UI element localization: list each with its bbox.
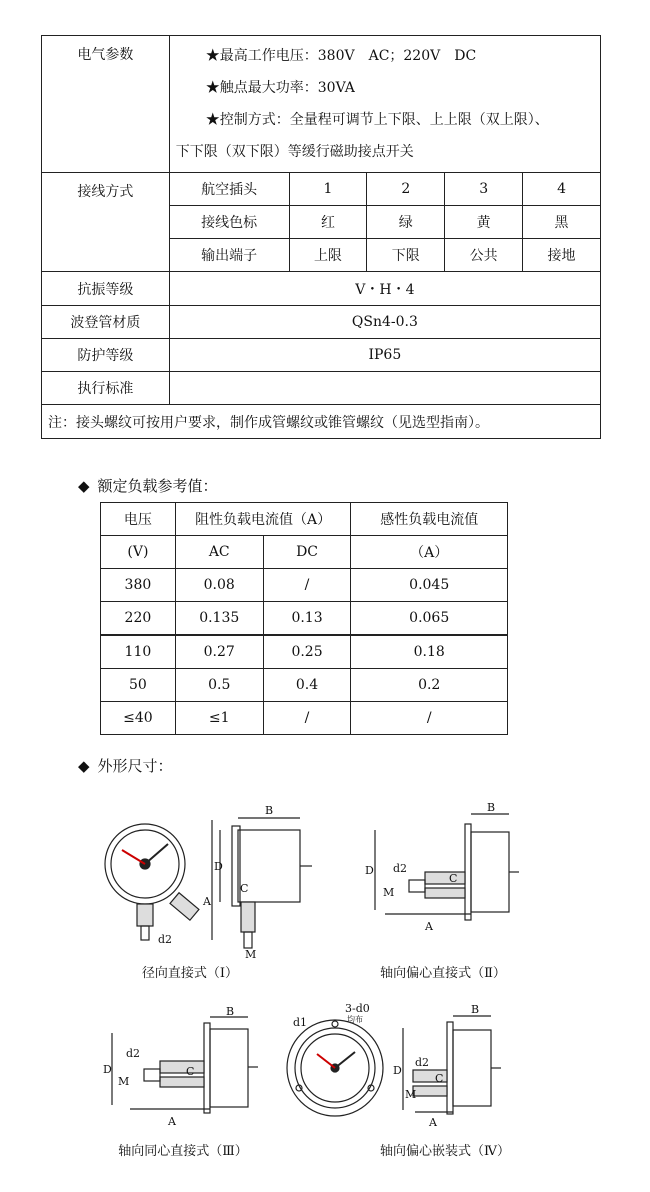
wiring-cell: 航空插头: [169, 173, 289, 206]
dim-label-c: C: [449, 872, 458, 885]
caption-axial-eccentric-direct: 轴向偏心直接式（Ⅱ）: [380, 966, 506, 981]
caption-axial-concentric-direct: 轴向同心直接式（Ⅲ）: [118, 1144, 248, 1159]
dim-label-c: C: [186, 1065, 195, 1078]
electrical-line-control-cont: 下下限（双下限）等缓行磁助接点开关: [175, 144, 414, 160]
dim-label-d: D: [393, 1064, 402, 1077]
load-cell: 0.2: [351, 669, 508, 702]
load-header-row-1: [101, 503, 508, 536]
load-cell: 0.045: [351, 569, 508, 602]
load-cell: 0.25: [263, 635, 351, 669]
wiring-cell: 1: [289, 173, 367, 206]
dim-label-c: C: [240, 882, 249, 895]
wiring-cell: 3: [445, 173, 523, 206]
wiring-cell: 输出端子: [169, 239, 289, 272]
dim-label-d2: d2: [393, 862, 408, 875]
load-cell: 0.4: [263, 669, 351, 702]
load-header-inductive: 感性负载电流值: [351, 503, 508, 536]
dim-label-a: A: [425, 920, 433, 933]
diamond-bullet-icon: ◆: [78, 757, 90, 775]
electrical-content: [169, 36, 600, 173]
electrical-line-power: ★触点最大功率：30VA: [205, 80, 355, 96]
spec-note: 注：接头螺纹可按用户要求，制作成管螺纹或锥管螺纹（见选型指南）。: [42, 405, 601, 439]
electrical-label: 电气参数: [42, 36, 170, 173]
dim-label-d2: d2: [158, 933, 173, 946]
load-row: [101, 635, 508, 669]
spec-table: [41, 35, 601, 439]
dim-label-c: C: [435, 1072, 444, 1085]
wiring-cell: 下限: [367, 239, 445, 272]
load-row: [101, 702, 508, 735]
wiring-label: 接线方式: [42, 173, 170, 272]
protection-value: IP65: [169, 339, 600, 372]
caption-axial-eccentric-embedded: 轴向偏心嵌装式（Ⅳ）: [380, 1144, 510, 1159]
dimensions-title: [78, 755, 173, 776]
dimensions-title-text: 外形尺寸：: [97, 757, 173, 775]
dim-label-d2: d2: [126, 1047, 141, 1060]
wiring-cell: 4: [523, 173, 601, 206]
wiring-cell: 黑: [523, 206, 601, 239]
standard-label: 执行标准: [42, 372, 170, 405]
dim-label-m: M: [245, 948, 257, 960]
load-header-dc: DC: [263, 536, 351, 569]
dim-label-d2: d2: [415, 1056, 430, 1069]
load-row: [101, 569, 508, 602]
standard-value: [169, 372, 600, 405]
wiring-cell: 公共: [445, 239, 523, 272]
load-row: [101, 602, 508, 636]
load-cell: /: [263, 569, 351, 602]
dim-label-d: D: [214, 860, 223, 873]
dim-label-holes: 3-d0: [345, 1002, 370, 1015]
load-header-inductive-unit: （A）: [351, 536, 508, 569]
electrical-line-voltage: ★最高工作电压：380V AC；220V DC: [205, 48, 477, 64]
dim-label-a: A: [203, 895, 211, 908]
load-cell: /: [263, 702, 351, 735]
load-cell: /: [351, 702, 508, 735]
figure-axial-eccentric-embedded: [285, 1000, 525, 1135]
vibration-row: [42, 272, 601, 306]
dim-label-holes-note: 均布: [347, 1015, 363, 1024]
dim-label-b: B: [471, 1003, 480, 1016]
wiring-cell: 上限: [289, 239, 367, 272]
load-title: [78, 475, 218, 496]
dim-label-b: B: [265, 804, 274, 817]
load-table: [100, 502, 508, 735]
figure-axial-eccentric-direct: [355, 800, 525, 940]
load-header-voltage-unit: (V): [101, 536, 176, 569]
load-header-row-2: [101, 536, 508, 569]
wiring-cell: 红: [289, 206, 367, 239]
load-header-voltage: 电压: [101, 503, 176, 536]
load-cell: 0.135: [175, 602, 263, 636]
load-cell: 0.13: [263, 602, 351, 636]
dim-label-b: B: [226, 1005, 235, 1018]
load-cell: 0.27: [175, 635, 263, 669]
vibration-label: 抗振等级: [42, 272, 170, 306]
load-cell: 0.08: [175, 569, 263, 602]
wiring-cell: 接线色标: [169, 206, 289, 239]
load-cell: 380: [101, 569, 176, 602]
dim-label-a: A: [168, 1115, 176, 1128]
material-label: 波登管材质: [42, 306, 170, 339]
dim-label-d: D: [365, 864, 374, 877]
standard-row: [42, 372, 601, 405]
load-cell: ≤40: [101, 702, 176, 735]
dim-label-m: M: [405, 1088, 417, 1101]
wiring-cell: 黄: [445, 206, 523, 239]
load-cell: 0.065: [351, 602, 508, 636]
material-value: QSn4-0.3: [169, 306, 600, 339]
dim-label-b: B: [487, 801, 496, 814]
figure-radial-direct: [100, 800, 325, 960]
load-cell: 0.18: [351, 635, 508, 669]
wiring-cell: 接地: [523, 239, 601, 272]
dim-label-a: A: [429, 1116, 437, 1129]
figure-axial-concentric-direct: [100, 1005, 260, 1135]
dim-label-m: M: [118, 1075, 130, 1088]
note-row: [42, 405, 601, 439]
wiring-cell: 绿: [367, 206, 445, 239]
electrical-line-control: ★控制方式：全量程可调节上下限、上上限（双上限）、: [205, 112, 549, 128]
load-title-text: 额定负载参考值：: [97, 477, 218, 495]
caption-radial-direct: 径向直接式（Ⅰ）: [141, 966, 239, 981]
electrical-row: [42, 36, 601, 173]
wiring-row-1: [42, 173, 601, 206]
dim-label-d: D: [103, 1063, 112, 1076]
diamond-bullet-icon: ◆: [78, 477, 90, 495]
wiring-cell: 2: [367, 173, 445, 206]
dim-label-d1: d1: [293, 1016, 308, 1029]
load-cell: 220: [101, 602, 176, 636]
load-header-ac: AC: [175, 536, 263, 569]
load-cell: 0.5: [175, 669, 263, 702]
load-cell: ≤1: [175, 702, 263, 735]
load-header-resistive: 阻性负载电流值（A）: [175, 503, 351, 536]
load-row: [101, 669, 508, 702]
dim-label-m: M: [383, 886, 395, 899]
protection-row: [42, 339, 601, 372]
load-cell: 50: [101, 669, 176, 702]
vibration-value: V・H・4: [169, 272, 600, 306]
material-row: [42, 306, 601, 339]
protection-label: 防护等级: [42, 339, 170, 372]
load-cell: 110: [101, 635, 176, 669]
